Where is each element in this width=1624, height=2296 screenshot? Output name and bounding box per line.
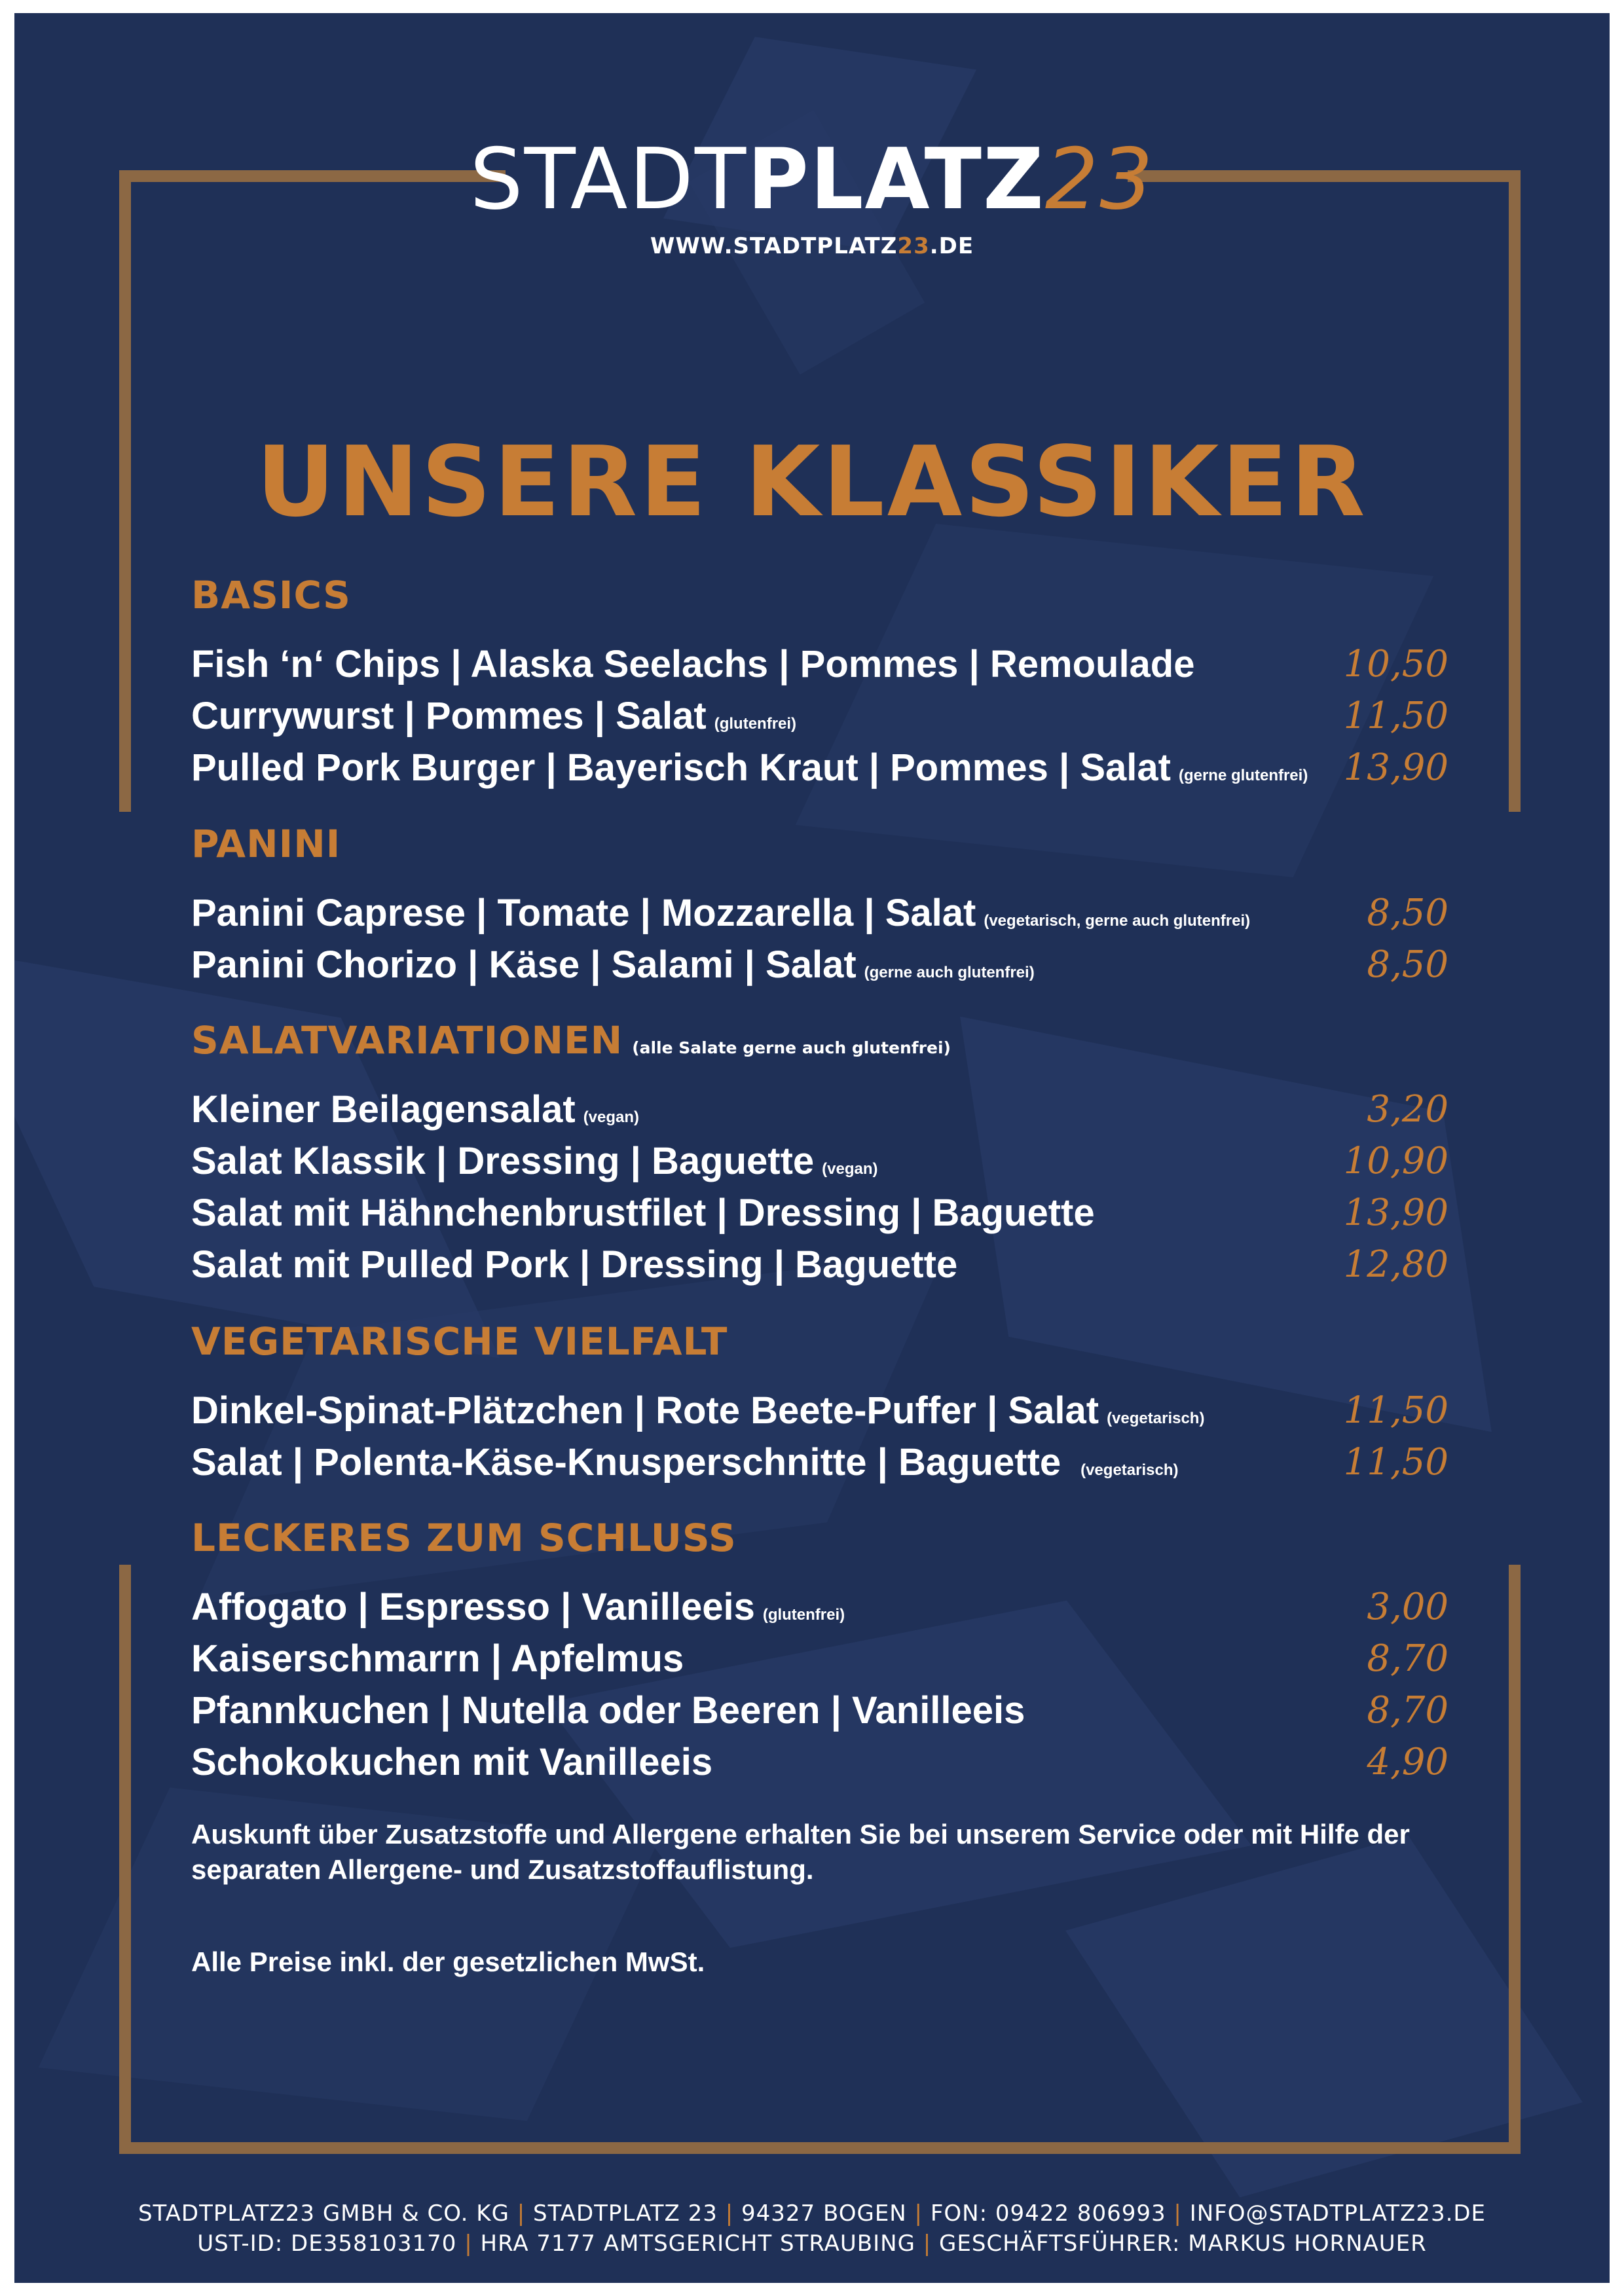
price: 11,50 (1343, 1389, 1449, 1432)
price: 8,50 (1367, 943, 1449, 986)
frame-right-bottom (1509, 1565, 1521, 2154)
menu-item: Kleiner Beilagensalat (vegan) 3,20 (191, 1084, 1449, 1136)
menu-item: Pfannkuchen | Nutella oder Beeren | Vanilleeis 8,70 (191, 1685, 1449, 1737)
menu-item: Affogato | Espresso | Vanilleeis (glutenfrei) 3,00 (191, 1581, 1449, 1633)
section-title-salat: SALATVARIATIONEN (alle Salate gerne auch glutenfrei) (191, 1018, 951, 1063)
footer-line-2: UST-ID: DE358103170 | HRA 7177 AMTSGERICHT STRAUBING | GESCHÄFTSFÜHRER: MARKUS HORNAUER (197, 2231, 1427, 2257)
price: 8,70 (1367, 1637, 1449, 1680)
price: 11,50 (1343, 1441, 1449, 1484)
price: 12,80 (1343, 1243, 1449, 1286)
price: 13,90 (1343, 746, 1449, 789)
menu-item: Pulled Pork Burger | Bayerisch Kraut | Pommes | Salat (gerne glutenfrei) 13,90 (191, 742, 1449, 794)
price: 4,90 (1367, 1741, 1449, 1783)
menu-item: Panini Chorizo | Käse | Salami | Salat (gerne auch glutenfrei) 8,50 (191, 939, 1449, 991)
menu-item: Dinkel-Spinat-Plätzchen | Rote Beete-Puffer | Salat (vegetarisch) 11,50 (191, 1385, 1449, 1437)
section-title-dessert: LECKERES ZUM SCHLUSS (191, 1516, 737, 1560)
menu-item: Currywurst | Pommes | Salat (glutenfrei) 11,50 (191, 690, 1449, 742)
page-title: UNSERE KLASSIKER (256, 426, 1368, 538)
price: 3,20 (1367, 1088, 1449, 1131)
website-url: WWW.STADTPLATZ23.DE (650, 233, 974, 259)
footer-line-1: STADTPLATZ23 GMBH & CO. KG | STADTPLATZ 23 | 94327 BOGEN | FON: 09422 806993 | INFO@STADTPLATZ23.DE (138, 2200, 1486, 2227)
section-title-veggie: VEGETARISCHE VIELFALT (191, 1319, 728, 1364)
price: 13,90 (1343, 1192, 1449, 1234)
menu-item: Salat mit Pulled Pork | Dressing | Baguette 12,80 (191, 1239, 1449, 1291)
price: 8,70 (1367, 1689, 1449, 1732)
section-title-panini: PANINI (191, 822, 341, 866)
vat-info: Alle Preise inkl. der gesetzlichen MwSt. (191, 1946, 705, 1977)
menu-item: Salat | Polenta-Käse-Knusperschnitte | Baguette (vegetarisch) 11,50 (191, 1436, 1449, 1489)
brand-wordmark: STADTPLATZ23 (470, 131, 1154, 228)
price: 3,00 (1367, 1586, 1449, 1628)
price: 10,50 (1343, 643, 1449, 685)
allergen-info: Auskunft über Zusatzstoffe und Allergene erhalten Sie bei unserem Service oder mit Hilfe der separaten Allergene- und Zusatzstoffauflistung. (191, 1819, 1410, 1885)
price: 10,90 (1343, 1140, 1449, 1182)
logo (14, 131, 1610, 259)
price: 8,50 (1367, 892, 1449, 934)
footer (14, 2198, 1610, 2259)
menu-item: Panini Caprese | Tomate | Mozzarella | Salat (vegetarisch, gerne auch glutenfrei) 8,50 (191, 887, 1449, 939)
section-title-basics: BASICS (191, 573, 351, 617)
menu-item: Fish ‘n‘ Chips | Alaska Seelachs | Pommes | Remoulade 10,50 (191, 638, 1449, 691)
menu-item: Salat Klassik | Dressing | Baguette (vegan) 10,90 (191, 1135, 1449, 1188)
menu-item: Schokokuchen mit Vanilleeis 4,90 (191, 1736, 1449, 1789)
frame-left-bottom (119, 1565, 131, 2154)
menu-item: Salat mit Hähnchenbrustfilet | Dressing | Baguette 13,90 (191, 1187, 1449, 1239)
price: 11,50 (1343, 695, 1449, 737)
menu-item: Kaiserschmarrn | Apfelmus 8,70 (191, 1633, 1449, 1685)
menu-page (14, 13, 1610, 2283)
frame-bottom (119, 2142, 1521, 2154)
